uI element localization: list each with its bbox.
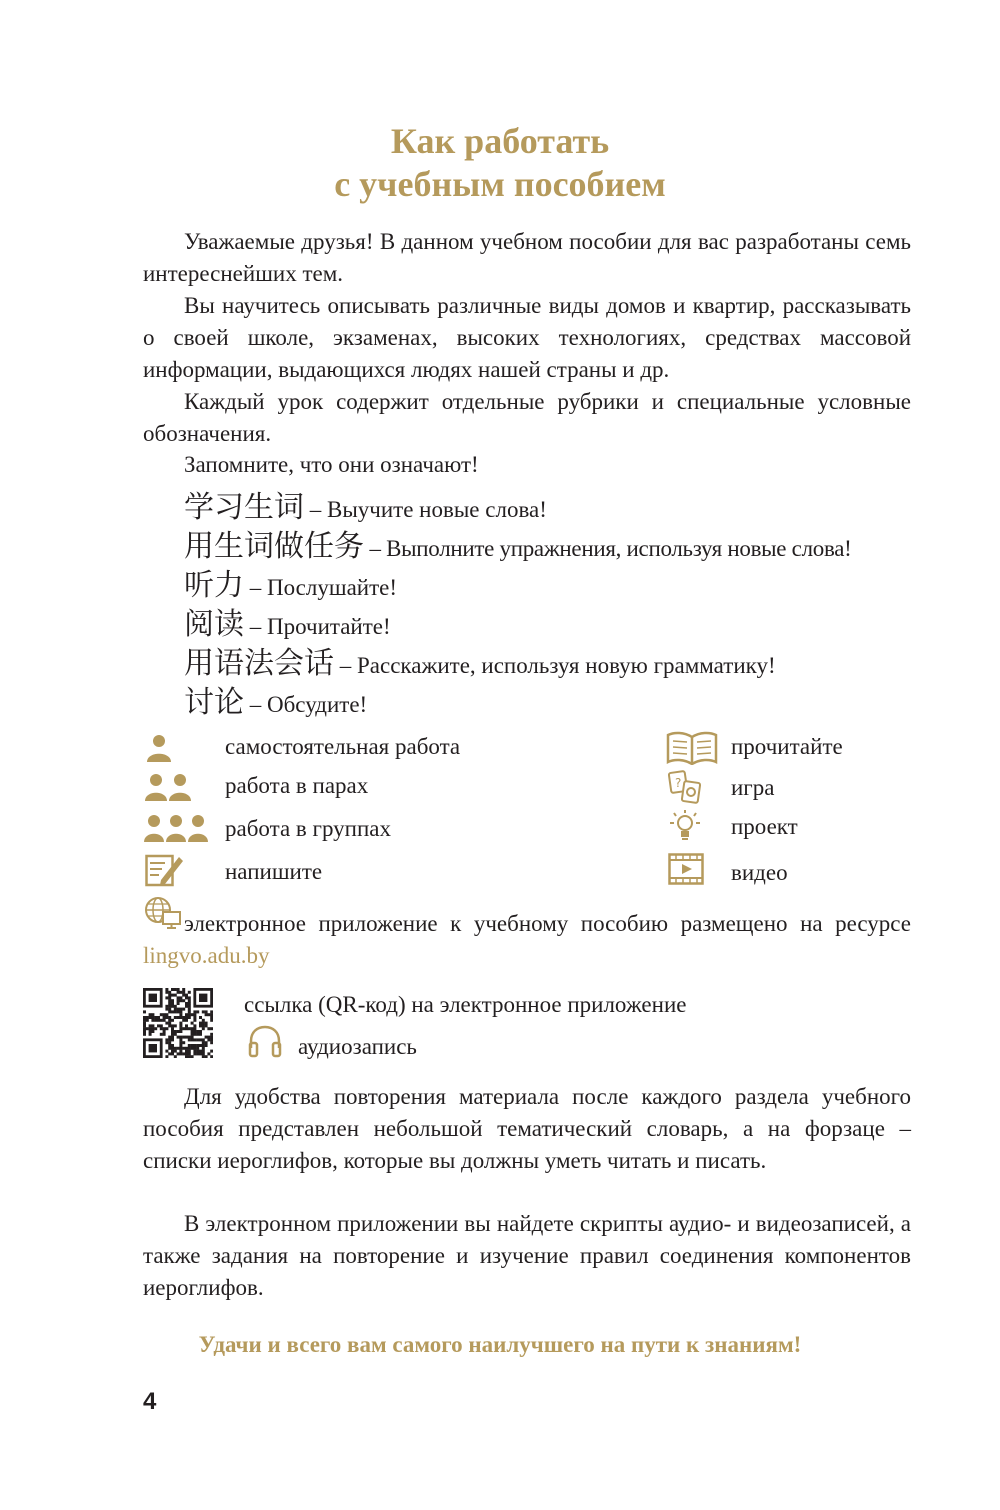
rubric-zh: 听力 <box>184 568 244 603</box>
rubric-zh: 用生词做任务 <box>184 529 364 564</box>
rubric-zh: 用语法会话 <box>184 646 334 681</box>
intro-paragraph-3: Каждый урок содержит отдельные рубрики и специальные условные обозначения. <box>143 389 911 446</box>
audio-label: аудиозапись <box>298 1034 417 1059</box>
legend-label-groups: работа в группах <box>225 816 391 841</box>
pair-icon <box>144 772 192 802</box>
remember-line: Запомните, что они означают! <box>184 452 479 477</box>
rubric-listening <box>184 560 398 603</box>
rubric-desc: – Обсудите! <box>244 692 368 717</box>
outro-paragraph-2: В электронном приложении вы найдете скрипты аудио- и видеозаписей, а также задания на повторение и изучение правил соединения компонентов иероглифов. <box>143 1211 911 1300</box>
page-number: 4 <box>143 1388 157 1415</box>
legend-label-project: проект <box>731 814 798 839</box>
legend-label-individual: самостоятельная работа <box>225 734 461 759</box>
eapp-link[interactable]: lingvo.adu.by <box>143 943 270 968</box>
rubric-zh: 讨论 <box>184 685 244 720</box>
rubric-learn-words <box>184 482 547 525</box>
closing-wish: Удачи и всего вам самого наилучшего на пути к знаниям! <box>198 1332 802 1357</box>
intro-paragraph-1: Уважаемые друзья! В данном учебном пособии для вас разработаны семь интереснейших тем. <box>143 229 911 286</box>
eapp-paragraph <box>143 908 911 972</box>
rubric-desc: – Выполните упражнения, используя новые слова! <box>364 536 852 561</box>
rubric-desc: – Прочитайте! <box>244 614 391 639</box>
title-line-1: Как работать <box>390 121 610 161</box>
write-icon <box>145 853 185 887</box>
rubric-reading <box>184 599 391 642</box>
rubric-desc: – Послушайте! <box>244 575 398 600</box>
page-title <box>0 120 1000 206</box>
svg-text:?: ? <box>675 776 682 790</box>
legend-label-write: напишите <box>225 859 323 884</box>
qr-label: ссылка (QR-код) на электронное приложение <box>244 992 687 1017</box>
video-icon <box>668 853 704 885</box>
person-icon <box>146 733 172 763</box>
eapp-text: электронное приложение к учебному пособию размещено на ресурсе <box>184 911 911 936</box>
legend-label-video: видео <box>731 860 788 885</box>
legend-label-game: игра <box>731 775 775 800</box>
book-icon <box>666 731 718 765</box>
group-icon <box>143 813 209 843</box>
legend-label-pairs: работа в парах <box>225 773 369 798</box>
rubric-desc: – Расскажите, используя новую грамматику! <box>334 653 776 678</box>
headphones-icon <box>247 1024 283 1058</box>
rubric-grammar <box>184 638 776 681</box>
outro-paragraph-1: Для удобства повторения материала после каждого раздела учебного пособия представлен небольшой тематический словарь, а на форзаце – списки иероглифов, которые вы должны уметь читать и писать. <box>143 1084 911 1173</box>
rubric-desc: – Выучите новые слова! <box>304 497 547 522</box>
legend-label-read: прочитайте <box>731 734 843 759</box>
rubric-tasks <box>184 521 852 564</box>
title-line-2: с учебным пособием <box>334 164 666 204</box>
game-cards-icon <box>668 770 702 804</box>
qr-code-icon[interactable] <box>143 988 213 1058</box>
rubric-zh: 学习生词 <box>184 490 304 525</box>
rubric-zh: 阅读 <box>184 607 244 642</box>
intro-paragraph-2: Вы научитесь описывать различные виды домов и квартир, рассказывать о своей школе, экзаменах, высоких технологиях, средствах массовой информации, выдающихся людях нашей страны и др. <box>143 293 911 382</box>
lightbulb-icon <box>668 809 702 843</box>
rubric-discuss <box>184 677 368 720</box>
